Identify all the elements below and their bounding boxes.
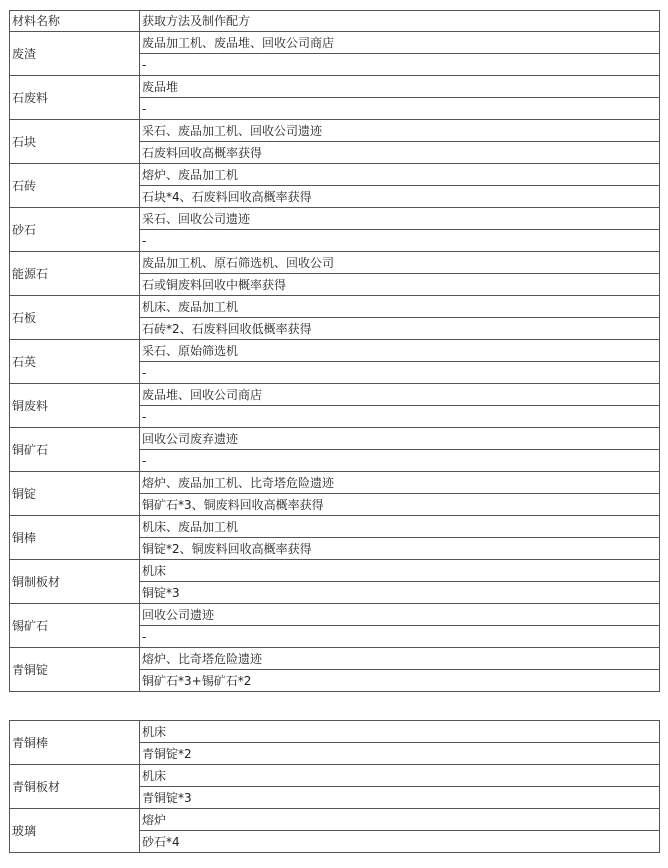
material-name: 砂石 [10,208,140,252]
acquisition-method: 机床、废品加工机 [140,516,660,538]
crafting-recipe: 石或铜废料回收中概率获得 [140,274,660,296]
material-name: 石砖 [10,164,140,208]
acquisition-method: 废品加工机、废品堆、回收公司商店 [140,32,660,54]
table-row [10,428,660,450]
material-name: 废渣 [10,32,140,76]
acquisition-method: 废品堆 [140,76,660,98]
acquisition-method: 机床、废品加工机 [140,296,660,318]
table-row [10,340,660,362]
material-name: 铜废料 [10,384,140,428]
table-row [10,721,660,743]
material-name: 石板 [10,296,140,340]
acquisition-method: 机床 [140,765,660,787]
crafting-recipe: 石废料回收高概率获得 [140,142,660,164]
table-row [10,648,660,670]
acquisition-method: 机床 [140,560,660,582]
table-row [10,472,660,494]
table-row [10,384,660,406]
table-row [10,604,660,626]
material-name: 铜制板材 [10,560,140,604]
acquisition-method: 熔炉、比奇塔危险遗迹 [140,648,660,670]
acquisition-method: 熔炉、废品加工机、比奇塔危险遗迹 [140,472,660,494]
table-row [10,809,660,831]
table-row [10,252,660,274]
crafting-recipe: 铜锭*2、铜废料回收高概率获得 [140,538,660,560]
header-material-name: 材料名称 [10,11,140,32]
crafting-recipe: 铜矿石*3+锡矿石*2 [140,670,660,692]
acquisition-method: 废品堆、回收公司商店 [140,384,660,406]
acquisition-method: 熔炉 [140,809,660,831]
table-row [10,164,660,186]
material-name: 锡矿石 [10,604,140,648]
crafting-recipe: - [140,230,660,252]
acquisition-method: 采石、原始筛选机 [140,340,660,362]
acquisition-method: 回收公司废弃遗迹 [140,428,660,450]
material-name: 玻璃 [10,809,140,853]
crafting-recipe: 青铜锭*3 [140,787,660,809]
header-method: 获取方法及制作配方 [140,11,660,32]
crafting-recipe: 石砖*2、石废料回收低概率获得 [140,318,660,340]
material-name: 石块 [10,120,140,164]
material-name: 石废料 [10,76,140,120]
material-name: 能源石 [10,252,140,296]
materials-table-continued [9,720,660,853]
crafting-recipe: - [140,362,660,384]
table-row [10,296,660,318]
crafting-recipe: 铜矿石*3、铜废料回收高概率获得 [140,494,660,516]
table-row [10,516,660,538]
acquisition-method: 回收公司遗迹 [140,604,660,626]
crafting-recipe: 青铜锭*2 [140,743,660,765]
materials-table [9,10,660,692]
crafting-recipe: 铜锭*3 [140,582,660,604]
material-name: 青铜板材 [10,765,140,809]
acquisition-method: 采石、回收公司遗迹 [140,208,660,230]
crafting-recipe: - [140,406,660,428]
material-name: 铜矿石 [10,428,140,472]
crafting-recipe: - [140,450,660,472]
table-row [10,32,660,54]
table-row [10,560,660,582]
acquisition-method: 废品加工机、原石筛选机、回收公司 [140,252,660,274]
crafting-recipe: - [140,626,660,648]
material-name: 铜锭 [10,472,140,516]
crafting-recipe: 石块*4、石废料回收高概率获得 [140,186,660,208]
acquisition-method: 熔炉、废品加工机 [140,164,660,186]
table-row [10,765,660,787]
material-name: 青铜棒 [10,721,140,765]
table-row [10,208,660,230]
table-row [10,120,660,142]
table-row [10,76,660,98]
header-row [10,11,660,32]
crafting-recipe: - [140,54,660,76]
acquisition-method: 机床 [140,721,660,743]
acquisition-method: 采石、废品加工机、回收公司遗迹 [140,120,660,142]
crafting-recipe: 砂石*4 [140,831,660,853]
material-name: 石英 [10,340,140,384]
material-name: 青铜锭 [10,648,140,692]
material-name: 铜棒 [10,516,140,560]
crafting-recipe: - [140,98,660,120]
